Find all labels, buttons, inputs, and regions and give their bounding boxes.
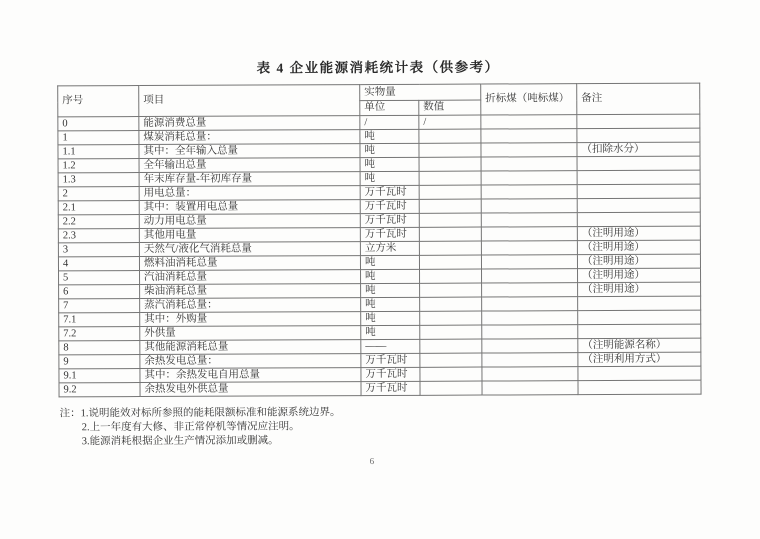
row-no: 9.1 (59, 369, 140, 383)
row-item: 余热发电外供总量 (140, 382, 361, 397)
row-value (419, 241, 481, 255)
row-value (419, 227, 481, 241)
row-remark (577, 128, 700, 143)
row-coal (482, 269, 578, 283)
row-coal (482, 311, 578, 325)
row-unit: 吨 (360, 129, 419, 143)
row-remark: （注明用途） (578, 282, 701, 297)
row-item: 汽油消耗总量 (140, 270, 361, 285)
row-remark (578, 310, 701, 325)
row-no: 5 (59, 271, 140, 285)
row-coal (482, 367, 578, 381)
row-coal (481, 227, 577, 241)
row-remark (578, 380, 701, 395)
row-item: 其中：外购量 (140, 312, 361, 327)
col-header-value: 数值 (419, 100, 481, 115)
row-coal (481, 185, 577, 199)
row-unit: 万千瓦时 (361, 367, 420, 381)
row-coal (481, 213, 577, 227)
row-no: 7 (59, 299, 140, 313)
row-unit: 吨 (360, 157, 419, 171)
row-value (420, 381, 482, 395)
note-line-1: 注：1.说明能效对标所参照的能耗限额标准和能源系统边界。 (59, 407, 341, 420)
col-header-no: 序号 (58, 86, 139, 117)
row-unit: 万千瓦时 (361, 381, 420, 395)
row-remark: （注明用途） (578, 268, 701, 283)
note-line-2: 2.上一年度有大修、非正常停机等情况应注明。 (81, 421, 300, 434)
row-unit: / (360, 115, 419, 129)
row-no: 4 (58, 257, 139, 271)
row-remark (578, 296, 701, 311)
row-item: 其中：装置用电总量 (139, 200, 360, 215)
row-item: 蒸汽消耗总量： (140, 298, 361, 313)
row-unit: 万千瓦时 (360, 199, 419, 213)
row-unit: 吨 (361, 283, 420, 297)
row-unit: 万千瓦时 (361, 353, 420, 367)
row-remark (577, 170, 700, 185)
row-item: 柴油消耗总量 (140, 284, 361, 299)
row-coal (481, 157, 577, 171)
row-unit: 吨 (361, 311, 420, 325)
row-no: 1.3 (58, 173, 139, 187)
row-remark (577, 212, 700, 227)
col-header-unit: 单位 (360, 100, 419, 115)
row-remark: （扣除水分） (577, 142, 700, 157)
row-unit: 吨 (361, 297, 420, 311)
row-no: 7.2 (59, 327, 140, 341)
col-header-remark: 备注 (577, 83, 700, 115)
row-item: 能源消费总量 (139, 116, 360, 131)
col-header-physical: 实物量 (360, 84, 481, 101)
row-coal (482, 325, 578, 339)
row-unit: 万千瓦时 (360, 213, 419, 227)
row-coal (481, 129, 577, 143)
row-value: / (419, 115, 481, 129)
row-coal (482, 353, 578, 367)
row-remark: （注明用途） (577, 240, 700, 255)
row-no: 0 (58, 117, 139, 131)
row-value (419, 199, 481, 213)
row-no: 3 (58, 243, 139, 257)
row-value (419, 171, 481, 185)
row-no: 9.2 (59, 383, 140, 397)
row-item: 全年输出总量 (139, 158, 360, 173)
row-item: 煤炭消耗总量： (139, 130, 360, 145)
row-unit: 万千瓦时 (360, 185, 419, 199)
row-value (420, 311, 482, 325)
row-coal (481, 241, 577, 255)
row-unit: 立方米 (360, 241, 419, 255)
row-no: 2.2 (58, 215, 139, 229)
row-coal (481, 255, 577, 269)
row-item: 天然气/液化气消耗总量 (139, 242, 360, 257)
row-remark (577, 184, 700, 199)
row-item: 其他用电量 (139, 228, 360, 243)
row-remark (577, 156, 700, 171)
row-unit: 吨 (361, 325, 420, 339)
row-value (419, 213, 481, 227)
row-remark (578, 324, 701, 339)
energy-consumption-table (57, 83, 701, 398)
row-unit: 万千瓦时 (360, 227, 419, 241)
row-no: 2 (58, 187, 139, 201)
row-remark: （注明能源名称） (578, 338, 701, 353)
row-no: 7.1 (59, 313, 140, 327)
row-value (420, 269, 482, 283)
row-coal (481, 143, 577, 157)
table-body (58, 114, 701, 397)
row-coal (481, 171, 577, 185)
page-number: 6 (369, 456, 375, 467)
row-value (419, 185, 481, 199)
table-title: 表 4 企业能源消耗统计表（供参考） (256, 59, 500, 76)
row-no: 9 (59, 355, 140, 369)
row-value (420, 339, 482, 353)
row-remark (577, 114, 700, 129)
row-no: 2.1 (58, 201, 139, 215)
row-no: 2.3 (58, 229, 139, 243)
row-item: 其中：全年输入总量 (139, 144, 360, 159)
row-value (420, 297, 482, 311)
col-header-coal: 折标煤（吨标煤） (481, 84, 577, 115)
row-coal (482, 283, 578, 297)
row-unit: 吨 (361, 269, 420, 283)
col-header-item: 项目 (139, 85, 360, 117)
row-no: 1 (58, 131, 139, 145)
row-remark: （注明用途） (577, 226, 700, 241)
row-value (420, 367, 482, 381)
row-remark: （注明用途） (577, 254, 700, 269)
row-remark: （注明利用方式） (578, 352, 701, 367)
row-value (419, 129, 481, 143)
row-value (419, 157, 481, 171)
row-value (419, 255, 481, 269)
row-item: 其中：余热发电自用总量 (140, 368, 361, 383)
row-item: 动力用电总量 (139, 214, 360, 229)
row-value (420, 283, 482, 297)
notes-block (60, 406, 341, 450)
row-item: 其他能源消耗总量 (140, 340, 361, 355)
table-row (59, 380, 701, 397)
row-item: 外供量 (140, 326, 361, 341)
row-unit: 吨 (360, 143, 419, 157)
note-line-3: 3.能源消耗根据企业生产情况添加或删减。 (81, 435, 279, 448)
row-item: 年末库存量-年初库存量 (139, 172, 360, 187)
row-remark (577, 198, 700, 213)
row-unit: 吨 (360, 255, 419, 269)
row-no: 8 (59, 341, 140, 355)
row-no: 1.1 (58, 145, 139, 159)
row-no: 1.2 (58, 159, 139, 173)
row-item: 余热发电总量： (140, 354, 361, 369)
row-value (420, 353, 482, 367)
table-header (58, 83, 700, 117)
row-unit: —— (361, 339, 420, 353)
row-coal (481, 199, 577, 213)
row-item: 用电总量： (139, 186, 360, 201)
row-coal (482, 381, 578, 395)
row-remark (578, 366, 701, 381)
row-coal (482, 339, 578, 353)
row-coal (482, 297, 578, 311)
row-coal (481, 115, 577, 129)
row-value (419, 143, 481, 157)
row-no: 6 (59, 285, 140, 299)
row-unit: 吨 (360, 171, 419, 185)
row-value (420, 325, 482, 339)
row-item: 燃料油消耗总量 (139, 256, 360, 271)
